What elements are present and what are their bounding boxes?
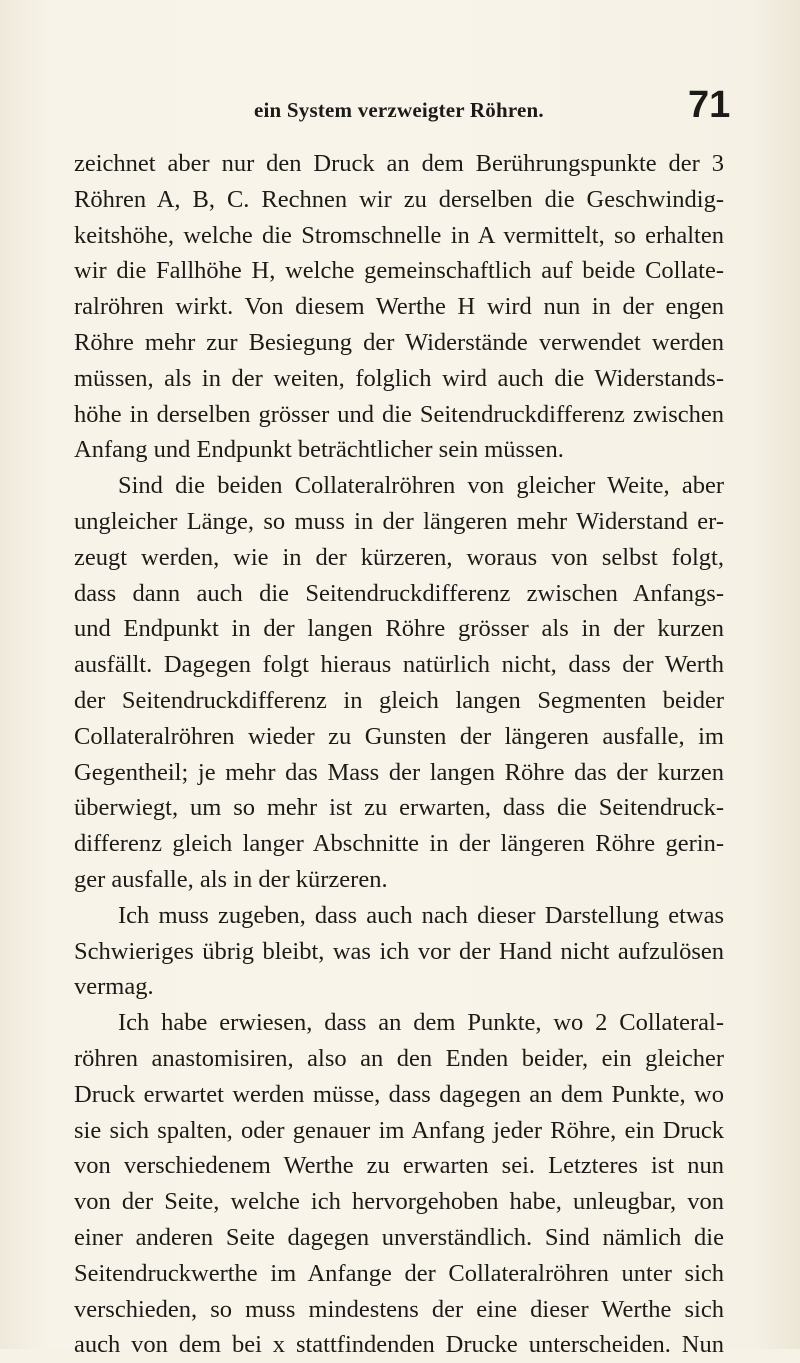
text-line: ungleicher Länge, so muss in der längeren mehr Widerstand er-: [74, 507, 724, 535]
text-line: wir die Fallhöhe H, welche gemeinschaftlich auf beide Collate-: [74, 257, 724, 285]
text-line: dass dann auch die Seitendruckdifferenz zwischen Anfangs-: [74, 579, 724, 607]
text-line: Schwieriges übrig bleibt, was ich vor der Hand nicht aufzulösen: [74, 937, 724, 965]
page-number: 71: [688, 84, 731, 126]
text-line: Röhre mehr zur Besiegung der Widerstände verwendet werden: [74, 328, 724, 356]
text-line: verschieden, so muss mindestens der eine dieser Werthe sich: [74, 1295, 724, 1323]
text-line: Druck erwartet werden müsse, dass dagegen an dem Punkte, wo: [74, 1080, 724, 1108]
text-line: röhren anastomisiren, also an den Enden beider, ein gleicher: [74, 1044, 724, 1072]
text-line: von der Seite, welche ich hervorgehoben habe, unleugbar, von: [74, 1188, 724, 1216]
text-line: Ich habe erwiesen, dass an dem Punkte, wo 2 Collateral-: [118, 1009, 724, 1037]
text-line: differenz gleich langer Abschnitte in der längeren Röhre gerin-: [74, 830, 724, 858]
text-line: und Endpunkt in der langen Röhre grösser als in der kurzen: [74, 615, 724, 643]
running-title: ein System verzweigter Röhren.: [254, 98, 544, 122]
text-line: zeugt werden, wie in der kürzeren, woraus von selbst folgt,: [74, 543, 724, 571]
text-line: müssen, als in der weiten, folglich wird auch die Widerstands-: [74, 364, 724, 392]
page-header: [0, 84, 800, 134]
text-line: auch von dem bei x stattfindenden Drucke unterscheiden. Nun: [74, 1331, 724, 1359]
text-line: Seitendruckwerthe im Anfange der Collateralröhren unter sich: [74, 1259, 724, 1287]
text-line: Röhren A, B, C. Rechnen wir zu derselben die Geschwindig-: [74, 185, 724, 213]
text-line: vermag.: [74, 973, 154, 1001]
text-line: Anfang und Endpunkt beträchtlicher sein müssen.: [74, 436, 564, 464]
text-line: Ich muss zugeben, dass auch nach dieser Darstellung etwas: [118, 901, 724, 929]
text-line: ger ausfalle, als in der kürzeren.: [74, 865, 388, 893]
text-line: keitshöhe, welche die Stromschnelle in A vermittelt, so erhalten: [74, 221, 724, 249]
text-line: zeichnet aber nur den Druck an dem Berührungspunkte der 3: [74, 150, 724, 177]
text-line: der Seitendruckdifferenz in gleich langen Segmenten beider: [74, 686, 724, 714]
text-line: Gegentheil; je mehr das Mass der langen Röhre das der kurzen: [74, 758, 724, 786]
text-line: ausfällt. Dagegen folgt hieraus natürlich nicht, dass der Werth: [74, 651, 724, 679]
text-line: von verschiedenem Werthe zu erwarten sei. Letzteres ist nun: [74, 1152, 724, 1180]
text-line: ralröhren wirkt. Von diesem Werthe H wird nun in der engen: [74, 293, 724, 321]
body-text: [74, 146, 724, 1363]
text-line: Sind die beiden Collateralröhren von gleicher Weite, aber: [118, 472, 724, 500]
text-line: überwiegt, um so mehr ist zu erwarten, dass die Seitendruck-: [74, 794, 724, 822]
text-line: einer anderen Seite dagegen unverständlich. Sind nämlich die: [74, 1223, 724, 1251]
text-line: sie sich spalten, oder genauer im Anfang jeder Röhre, ein Druck: [74, 1116, 724, 1144]
text-line: Collateralröhren wieder zu Gunsten der längeren ausfalle, im: [74, 722, 724, 750]
text-line: höhe in derselben grösser und die Seitendruckdifferenz zwischen: [74, 400, 724, 428]
